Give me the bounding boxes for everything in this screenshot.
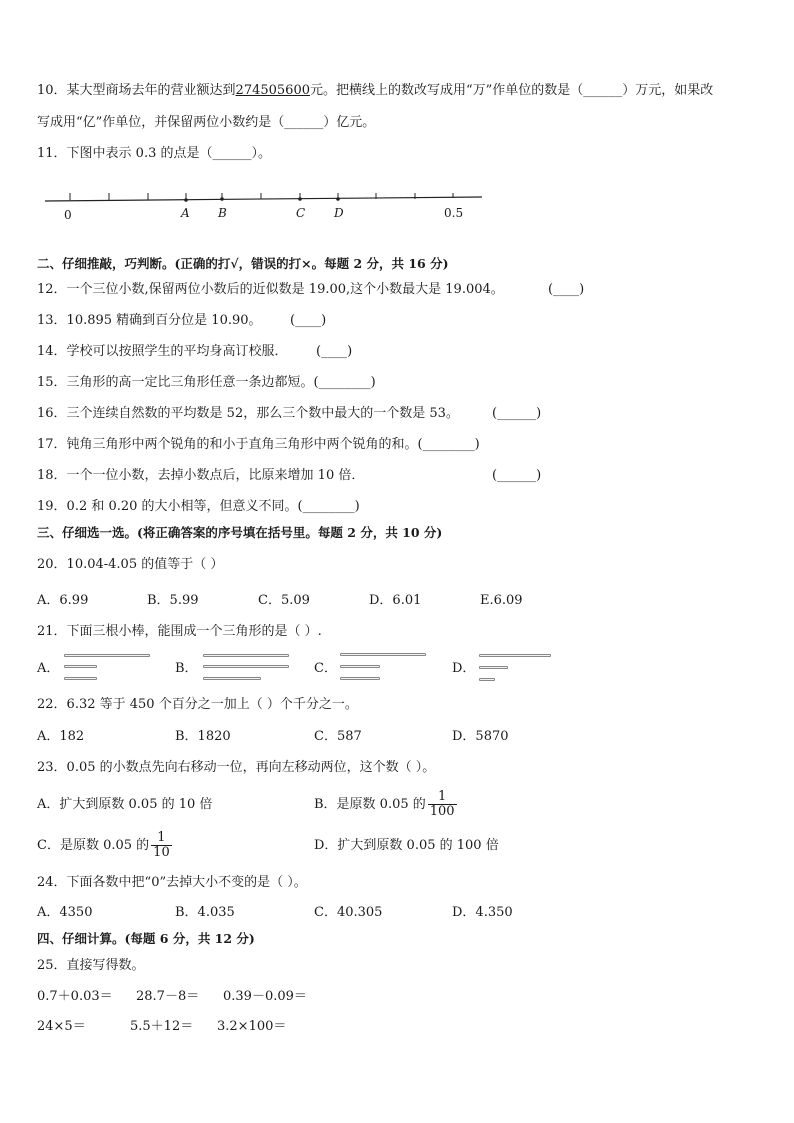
number-line xyxy=(40,185,490,230)
q21-d-stick-short xyxy=(479,678,495,681)
point-b-dot xyxy=(220,197,224,201)
point-d-dot xyxy=(336,197,340,201)
q21-b-stick-mid xyxy=(203,665,289,668)
q24-option-a: A．4350 xyxy=(37,905,93,920)
q18-text: 18．一个一位小数，去掉小数点后，比原来增加 10 倍． xyxy=(37,468,365,483)
q24-option-c: C．40.305 xyxy=(314,905,383,920)
q10-amount: 274505600 xyxy=(235,83,310,98)
q20-option-c: C．5.09 xyxy=(258,593,310,608)
q21-a-stick-long xyxy=(64,654,150,657)
q23-option-b xyxy=(314,784,457,826)
q21-d-stick-long xyxy=(479,654,551,657)
question-22-stem: 22．6.32 等于 450 个百分之一加上（ ）个千分之一。 xyxy=(37,697,358,712)
question-24-stem: 24．下面各数中把“0”去掉大小不变的是（ ）。 xyxy=(37,875,307,890)
q20-option-d: D．6.01 xyxy=(369,593,422,608)
question-12 xyxy=(37,281,504,299)
calc-2: 28.7－8＝ xyxy=(136,989,200,1004)
q23-option-d: D．扩大到原数 0.05 的 100 倍 xyxy=(314,838,499,853)
number-line-ticks xyxy=(70,193,453,200)
q13-text: 13．10.895 精确到百分位是 10.90。 xyxy=(37,313,262,328)
q23-option-c xyxy=(37,825,172,867)
point-c-dot xyxy=(298,197,302,201)
question-16 xyxy=(37,405,459,423)
q16-text: 16．三个连续自然数的平均数是 52，那么三个数中最大的一个数是 53。 xyxy=(37,406,459,421)
q23-c-denominator: 10 xyxy=(153,845,170,860)
q22-option-a: A．182 xyxy=(37,729,85,744)
point-d-label: D xyxy=(334,206,344,220)
q23-c-numerator: 1 xyxy=(151,831,172,846)
q22-option-c: C．587 xyxy=(314,729,362,744)
q21-option-a: A． xyxy=(37,661,60,676)
number-line-zero-label: 0 xyxy=(64,208,72,222)
section-4-header: 四、仔细计算。(每题 6 分，共 12 分) xyxy=(37,931,255,946)
q14-blank: (____) xyxy=(316,344,353,359)
point-c-label: C xyxy=(296,206,306,220)
section-3-header: 三、仔细选一选。(将正确答案的序号填在括号里。每题 2 分，共 10 分) xyxy=(37,525,443,540)
q23-option-b-fraction xyxy=(428,790,457,819)
q23-option-c-text: C．是原数 0.05 的 xyxy=(37,838,150,853)
number-line-end-label: 0.5 xyxy=(444,206,464,220)
question-10-line-2: 写成用“亿”作单位，并保留两位小数约是（______）亿元。 xyxy=(37,115,376,130)
question-11: 11．下图中表示 0.3 的点是（______）。 xyxy=(37,146,271,161)
q21-c-stick-long xyxy=(340,653,426,656)
q14-text: 14．学校可以按照学生的平均身高订校服． xyxy=(37,344,288,359)
q21-c-stick-short xyxy=(340,677,380,680)
question-25-stem: 25．直接写得数。 xyxy=(37,958,145,973)
calc-1: 0.7＋0.03＝ xyxy=(37,989,113,1004)
q20-option-a: A．6.99 xyxy=(37,593,89,608)
q21-a-stick-mid xyxy=(64,665,97,668)
q16-blank: (______) xyxy=(492,406,542,421)
question-19: 19．0.2 和 0.20 的大小相等，但意义不同。(________) xyxy=(37,499,360,514)
question-10-line-1 xyxy=(37,82,713,100)
point-a-dot xyxy=(184,198,188,202)
q21-d-stick-mid xyxy=(479,666,508,669)
q23-b-numerator: 1 xyxy=(428,790,457,805)
section-2-header: 二、仔细推敲，巧判断。(正确的打√，错误的打×。每题 2 分，共 16 分) xyxy=(37,256,449,271)
q10-text-a: 10．某大型商场去年的营业额达到 xyxy=(37,83,236,98)
q23-option-a: A．扩大到原数 0.05 的 10 倍 xyxy=(37,797,213,812)
number-line-axis xyxy=(45,197,482,201)
question-14 xyxy=(37,343,288,361)
point-a-label: A xyxy=(181,206,190,220)
q12-text: 12．一个三位小数,保留两位小数后的近似数是 19.00,这个小数最大是 19.004。 xyxy=(37,282,504,297)
calc-3: 0.39－0.09＝ xyxy=(223,989,307,1004)
q18-blank: (______) xyxy=(492,468,542,483)
q21-a-stick-short xyxy=(64,677,97,680)
q21-option-b: B． xyxy=(175,661,198,676)
q22-option-d: D．5870 xyxy=(452,729,509,744)
point-b-label: B xyxy=(218,206,227,220)
q21-option-c: C． xyxy=(314,661,337,676)
q23-option-c-fraction xyxy=(151,831,172,860)
calc-5: 5.5＋12＝ xyxy=(130,1019,194,1034)
calc-6: 3.2×100＝ xyxy=(217,1019,287,1034)
question-15: 15．三角形的高一定比三角形任意一条边都短。(________) xyxy=(37,375,376,390)
q21-b-stick-short xyxy=(203,677,261,680)
q20-option-e: E.6.09 xyxy=(480,593,523,608)
q20-option-b: B．5.99 xyxy=(147,593,199,608)
question-13 xyxy=(37,312,262,330)
question-17: 17．钝角三角形中两个锐角的和小于直角三角形中两个锐角的和。(________) xyxy=(37,437,480,452)
q24-option-b: B．4.035 xyxy=(175,905,235,920)
q22-option-b: B．1820 xyxy=(175,729,231,744)
q12-blank: (____) xyxy=(548,282,585,297)
q23-option-b-text: B．是原数 0.05 的 xyxy=(314,797,426,812)
calc-4: 24×5＝ xyxy=(37,1019,86,1034)
question-18 xyxy=(37,467,364,485)
q24-option-d: D．4.350 xyxy=(452,905,513,920)
question-21-stem: 21．下面三根小棒，能围成一个三角形的是（ ）. xyxy=(37,624,322,639)
question-23-stem: 23．0.05 的小数点先向右移动一位，再向左移动两位，这个数（ ）。 xyxy=(37,760,436,775)
q21-c-stick-mid xyxy=(340,665,380,668)
q13-blank: (____) xyxy=(290,313,327,328)
q21-b-stick-long xyxy=(203,654,289,657)
question-20-stem: 20．10.04-4.05 的值等于（ ） xyxy=(37,557,224,572)
q10-text-b: 元。把横线上的数改写成用“万”作单位的数是（______）万元，如果改 xyxy=(310,83,714,98)
q23-b-denominator: 100 xyxy=(429,804,455,819)
q21-option-d: D． xyxy=(452,661,476,676)
